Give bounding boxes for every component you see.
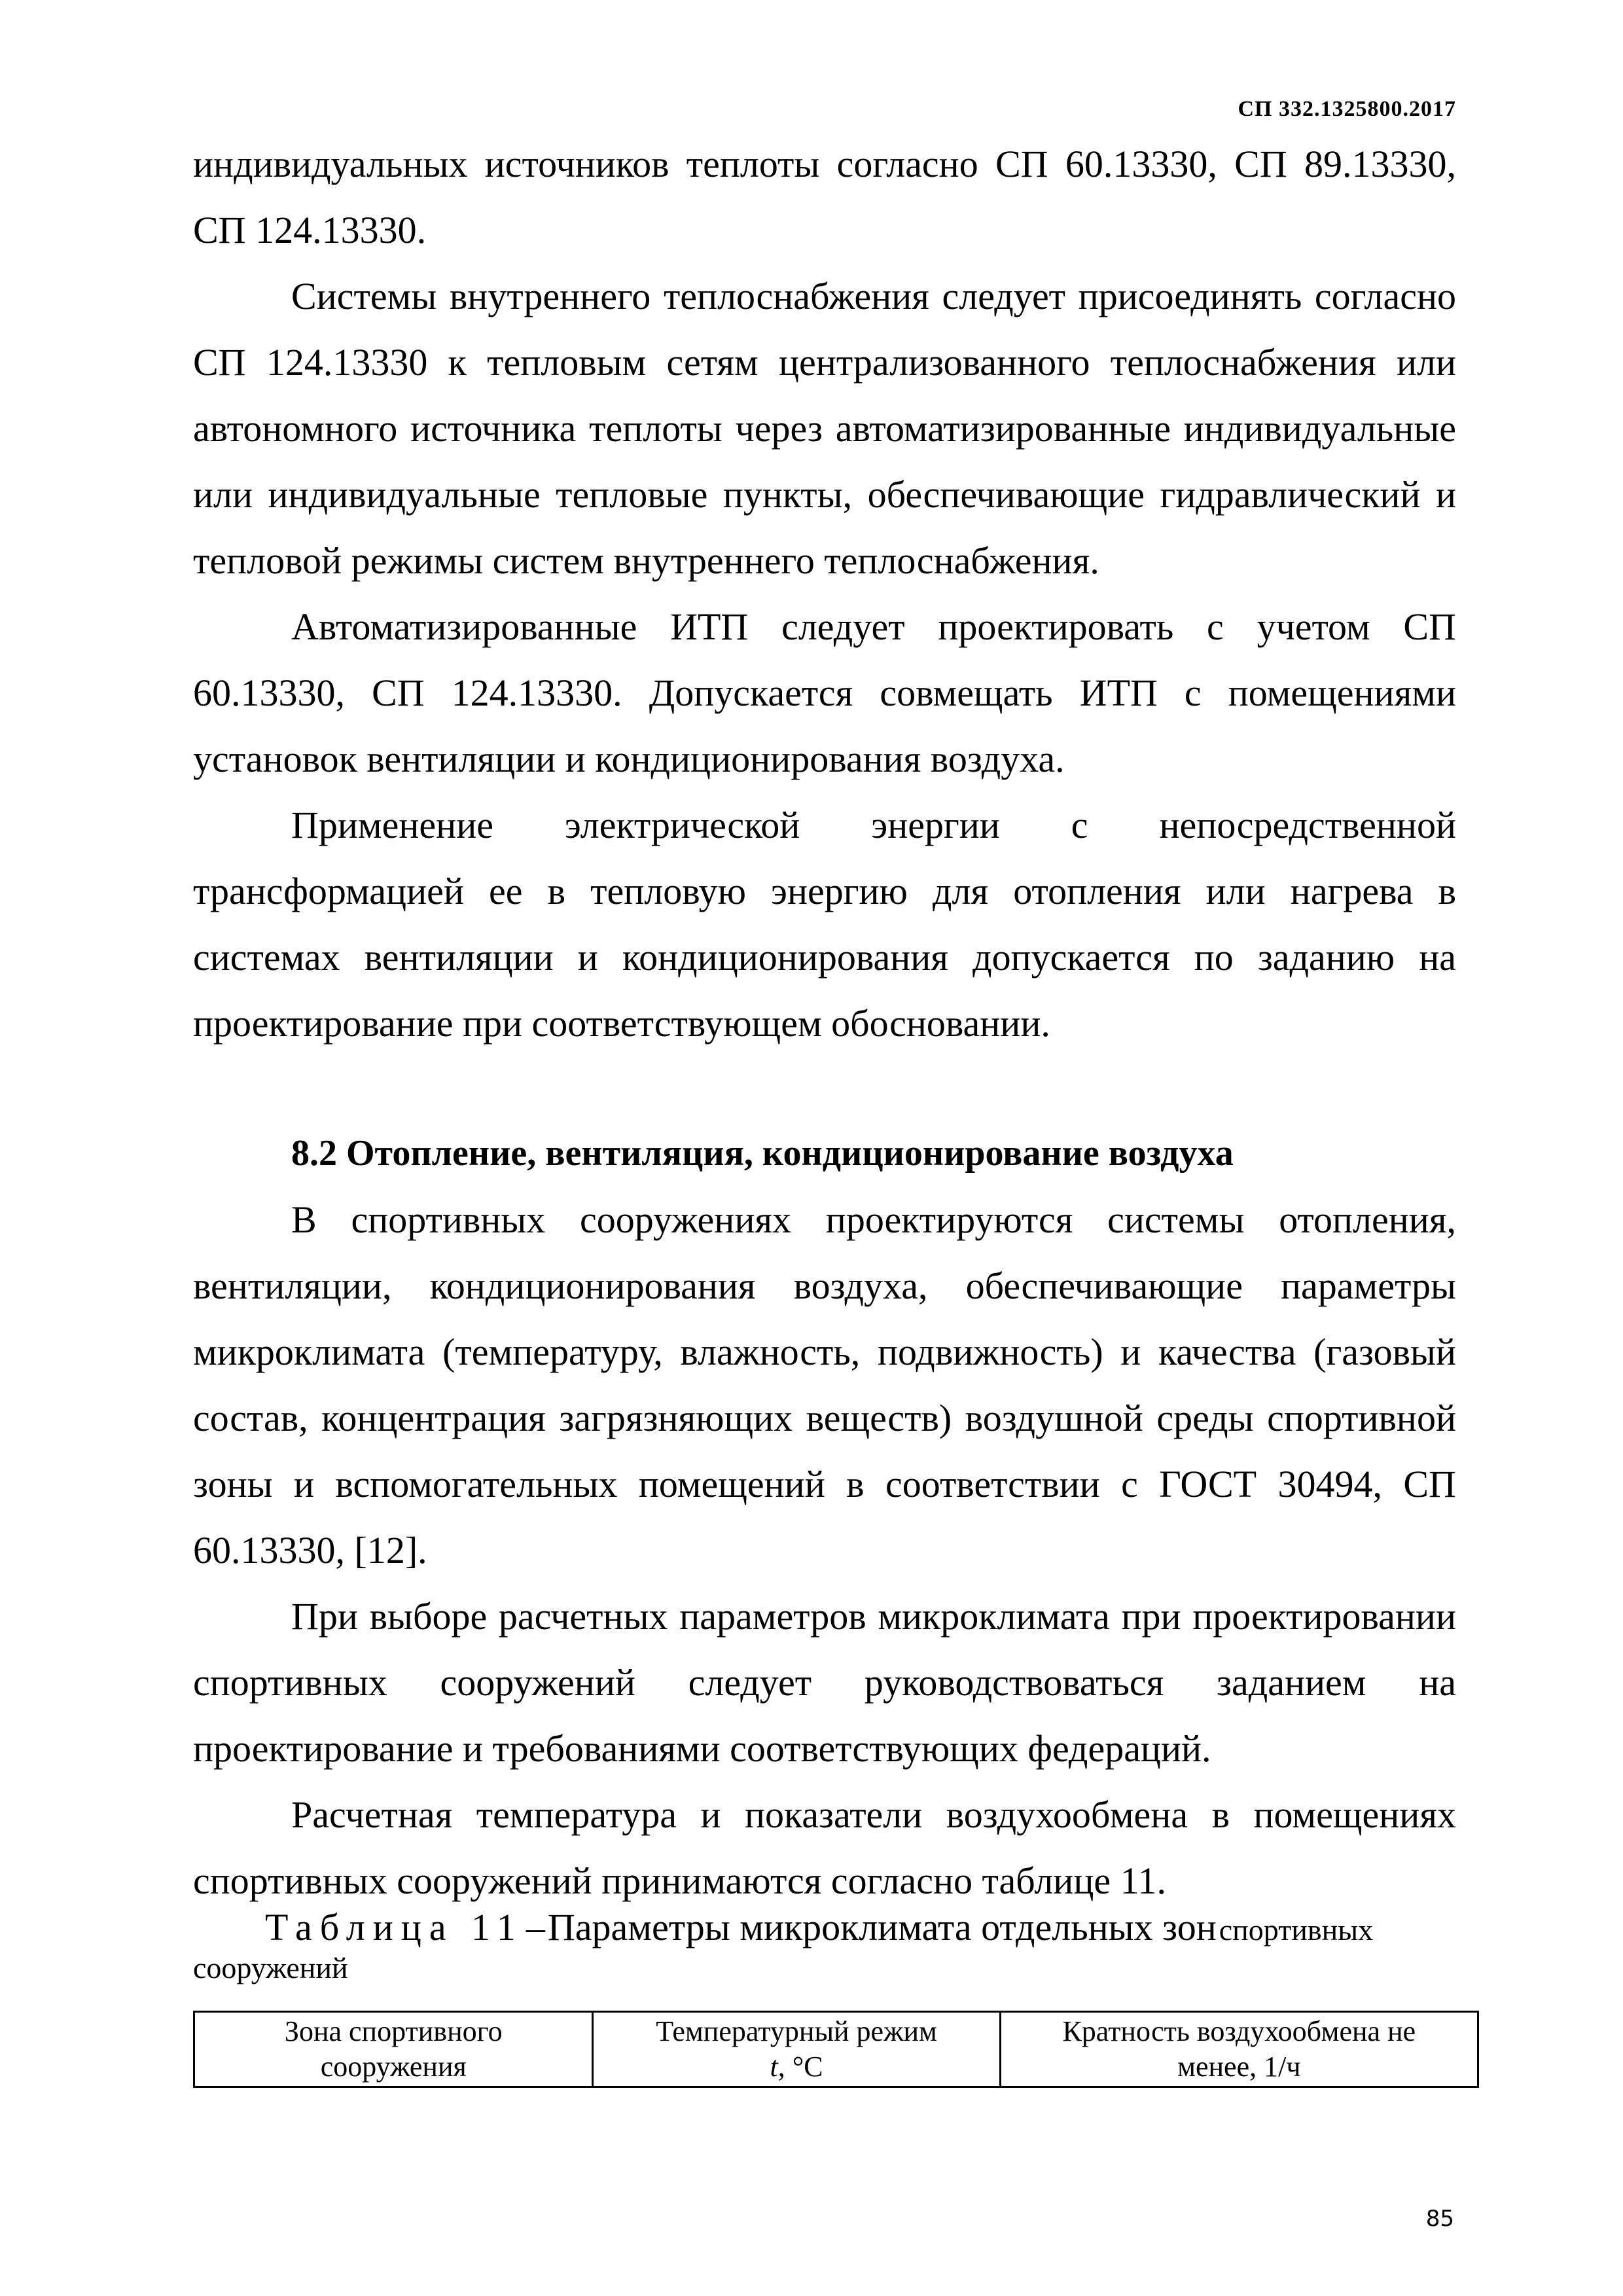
paragraph-table-reference: Расчетная температура и показатели воздухообмена в помещениях спортивных сооружений принимаются согласно таблице 11.: [193, 1793, 1456, 1902]
paragraph-continuation: индивидуальных источников теплоты согласно СП 60.13330, СП 89.13330, СП 124.13330.: [193, 143, 1456, 251]
paragraph-heating-connection: Системы внутреннего теплоснабжения следует присоединять согласно СП 124.13330 к тепловым сетям централизованного теплоснабжения или автономного источника теплоты через автоматизированные индивидуальные или индивидуальные тепловые пункты, обеспечивающие гидравлический и тепловой режимы систем внутреннего теплоснабжения.: [193, 275, 1456, 582]
body-text-section: [193, 1187, 1456, 1914]
header-temperature: Температурный режим t, °С: [593, 2012, 1000, 2087]
table-caption-title: Параметры микроклимата отдельных зон: [547, 1906, 1217, 1948]
microclimate-table: [193, 2011, 1479, 2088]
page-number: 85: [1425, 2206, 1454, 2232]
paragraph-parameters-choice: При выборе расчетных параметров микроклимата при проектировании спортивных сооружений следует руководствоваться заданием на проектирование и требованиями соответствующих федераций.: [193, 1595, 1456, 1770]
table-caption-title-small: спортивных: [1219, 1913, 1374, 1946]
table-caption-label: Таблица 11: [265, 1906, 524, 1948]
body-text-top: [193, 131, 1456, 1056]
header-air-exchange: Кратность воздухообмена не менее, 1/ч: [1000, 2012, 1478, 2087]
table-caption-dash: –: [526, 1906, 545, 1948]
paragraph-systems: В спортивных сооружениях проектируются системы отопления, вентиляции, кондиционирования воздуха, обеспечивающие параметры микроклимата (температуру, влажность, подвижность) и качества (газовый состав, концентрация загрязняющих веществ) воздушной среды спортивной зоны и вспомогательных помещений в соответствии с ГОСТ 30494, СП 60.13330, [12].: [193, 1198, 1456, 1571]
header-zone: Зона спортивного сооружения: [194, 2012, 593, 2087]
table-caption: [193, 1906, 1456, 1956]
table-caption-line2: сооружений: [193, 1951, 348, 1984]
paragraph-electric-energy: Применение электрической энергии с непосредственной трансформацией ее в тепловую энергию для отопления или нагрева в системах вентиляции и кондиционирования допускается по заданию на проектирование при соответствующем обосновании.: [193, 804, 1456, 1045]
section-heading: 8.2 Отопление, вентиляция, кондиционирование воздуха: [291, 1133, 1234, 1174]
document-code: СП 332.1325800.2017: [1238, 97, 1456, 121]
table-header-row: [194, 2012, 1478, 2087]
paragraph-itp: Автоматизированные ИТП следует проектировать с учетом СП 60.13330, СП 124.13330. Допускается совмещать ИТП с помещениями установок вентиляции и кондиционирования воздуха.: [193, 605, 1456, 780]
